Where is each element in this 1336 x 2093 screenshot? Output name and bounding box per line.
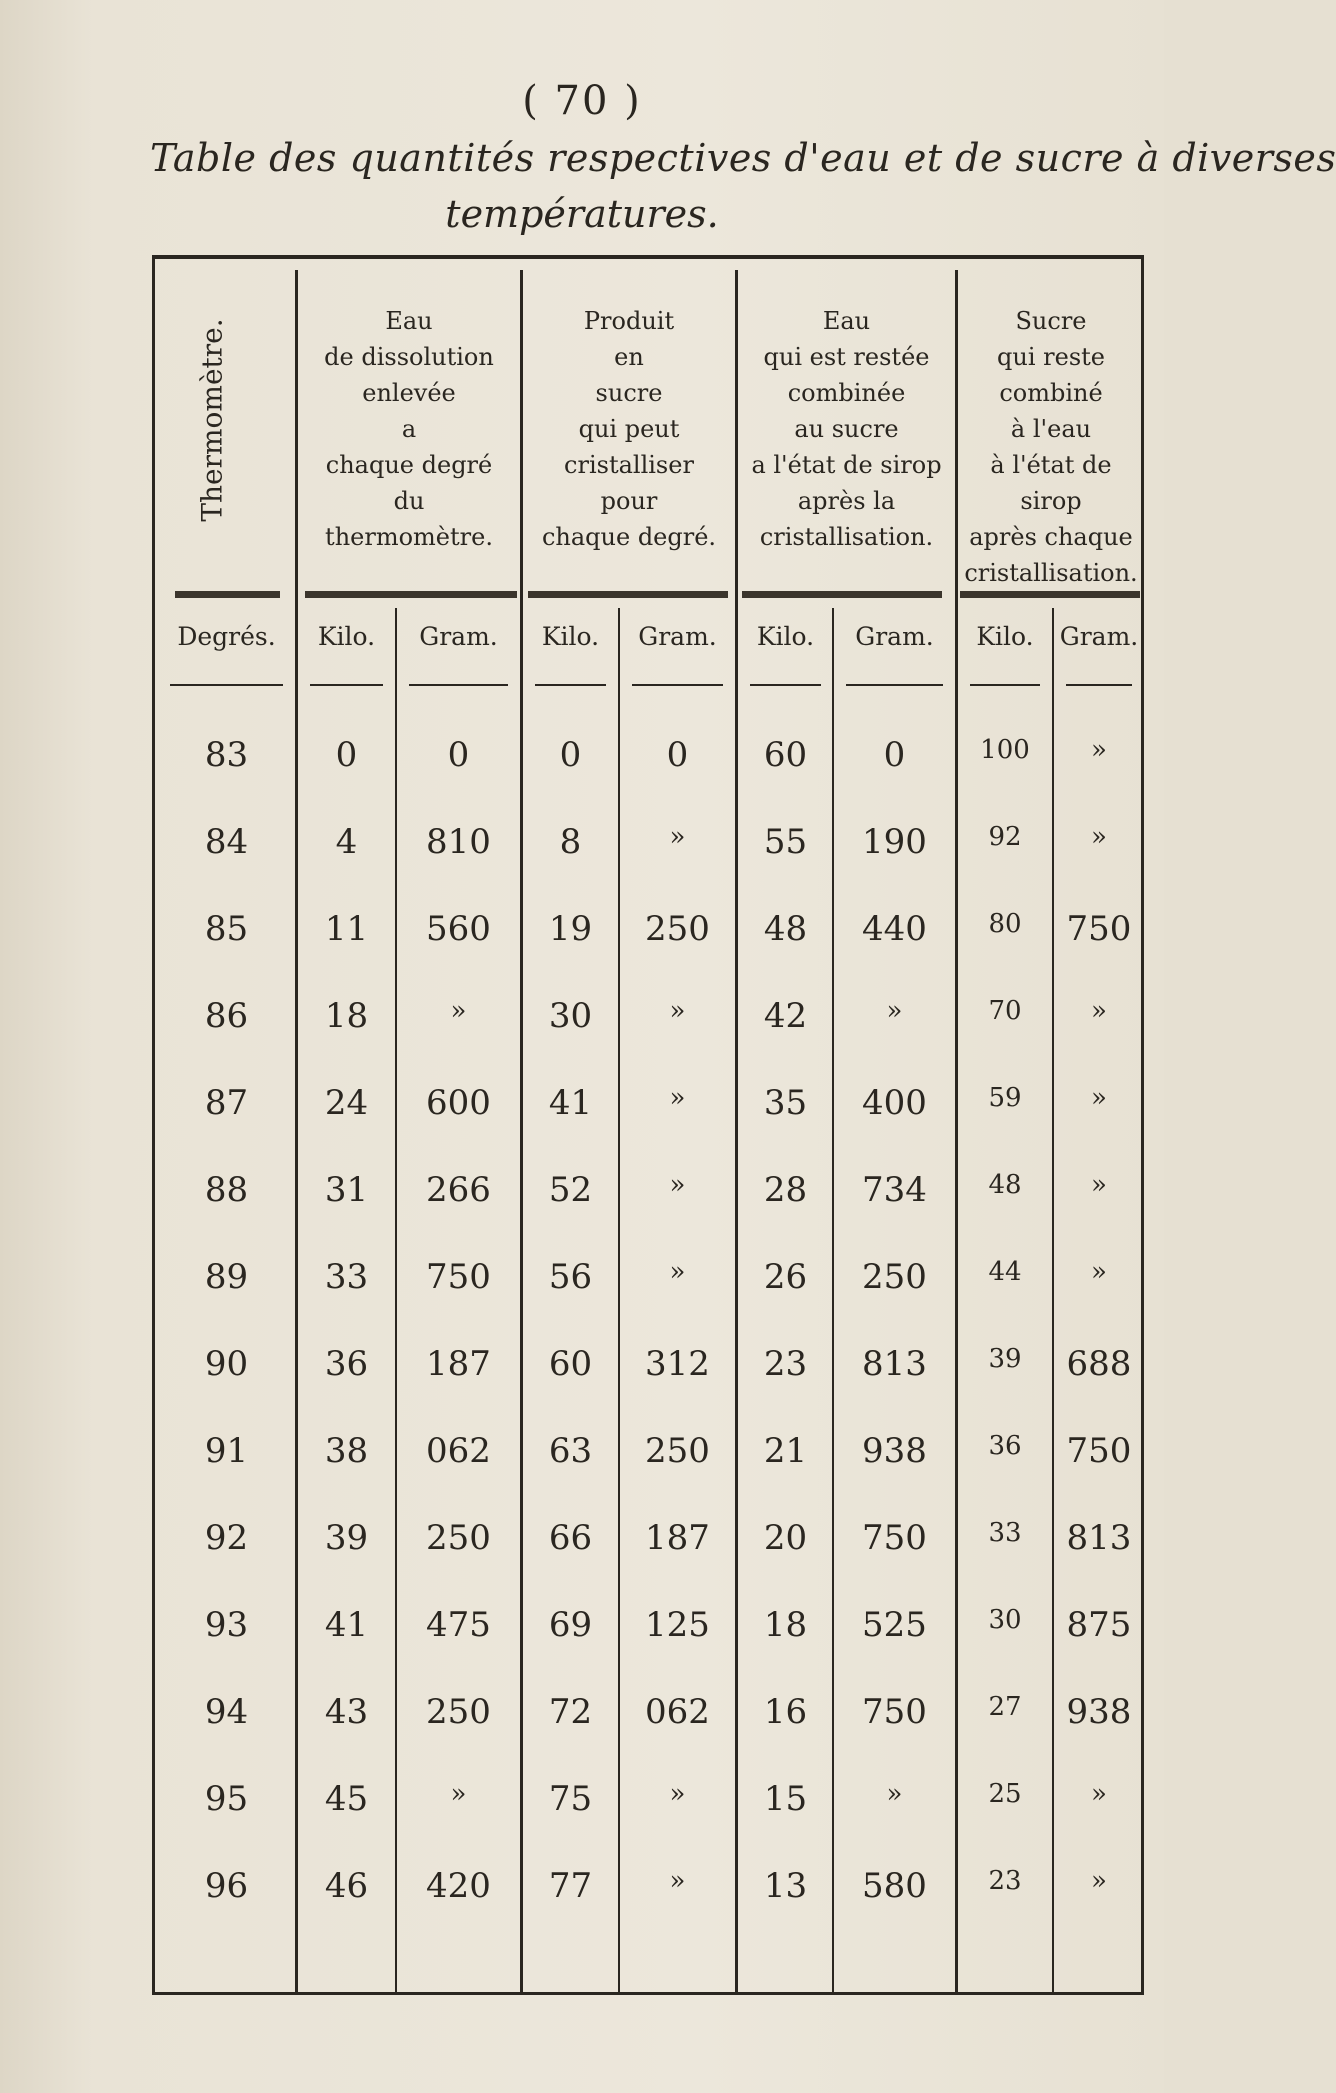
header-line: à l'eau — [1010, 415, 1092, 443]
table-cell: 187 — [426, 1344, 491, 1384]
table-cell: 312 — [645, 1344, 710, 1384]
subheader-underline — [535, 684, 606, 686]
table-cell: 70 — [988, 996, 1022, 1026]
table-cell: 0 — [559, 735, 582, 775]
header-line: combiné — [999, 379, 1103, 407]
table-cell: 36 — [988, 1431, 1022, 1461]
table-cell: 750 — [426, 1257, 491, 1297]
header-line: cristalliser — [564, 451, 694, 479]
table-cell: 46 — [324, 1866, 369, 1906]
table-cell: 72 — [548, 1692, 593, 1732]
header-line: thermomètre. — [325, 523, 493, 551]
header-line: au sucre — [794, 415, 899, 443]
table-cell: 15 — [763, 1779, 808, 1819]
header-line: a — [401, 415, 417, 443]
table-cell: 13 — [763, 1866, 808, 1906]
table-cell: 94 — [204, 1692, 249, 1732]
table-cell: 420 — [426, 1866, 491, 1906]
table-cell: 11 — [324, 909, 369, 949]
table-cell: 266 — [426, 1170, 491, 1210]
header-line: Produit — [583, 307, 675, 335]
table-cell: 23 — [763, 1344, 808, 1384]
table-cell: » — [450, 1779, 467, 1809]
header-line: pour — [600, 487, 658, 515]
table-cell: 810 — [426, 822, 491, 862]
table-cell: 250 — [426, 1518, 491, 1558]
table-cell: 4 — [335, 822, 358, 862]
table-cell: 80 — [988, 909, 1022, 939]
header-line: à l'état de sirop — [990, 451, 1112, 515]
header-line: qui reste — [997, 343, 1105, 371]
table-cell: 55 — [763, 822, 808, 862]
table-cell: 100 — [980, 735, 1030, 765]
table-cell: 19 — [548, 909, 593, 949]
table-cell: 21 — [763, 1431, 808, 1471]
table-cell: 93 — [204, 1605, 249, 1645]
table-cell: » — [886, 996, 903, 1026]
table-cell: » — [1091, 1866, 1107, 1896]
table-cell: 938 — [1066, 1692, 1132, 1732]
table-cell: 400 — [862, 1083, 927, 1123]
table-cell: 88 — [204, 1170, 249, 1210]
table-cell: 69 — [548, 1605, 593, 1645]
subheader: Degrés. — [177, 622, 276, 651]
subheader-underline — [750, 684, 821, 686]
table-cell: 25 — [988, 1779, 1022, 1809]
table-cell: 60 — [548, 1344, 593, 1384]
column-header-col3 — [738, 303, 955, 555]
header-line: enlevée — [362, 379, 456, 407]
table-cell: » — [1091, 1257, 1107, 1287]
table-cell: 813 — [862, 1344, 927, 1384]
table-cell: 66 — [548, 1518, 593, 1558]
table-cell: » — [1091, 996, 1107, 1026]
table-cell: 0 — [447, 735, 470, 775]
column-header-col4 — [958, 303, 1144, 591]
table-cell: 89 — [204, 1257, 249, 1297]
table-cell: 28 — [763, 1170, 808, 1210]
table-cell: 96 — [204, 1866, 249, 1906]
table-cell: 18 — [763, 1605, 808, 1645]
header-line: combinée — [787, 379, 906, 407]
table-cell: 41 — [324, 1605, 369, 1645]
header-line: cristallisation. — [759, 523, 934, 551]
table-cell: 938 — [862, 1431, 927, 1471]
table-cell: » — [669, 1779, 686, 1809]
header-rule — [305, 591, 517, 598]
table-cell: 52 — [548, 1170, 593, 1210]
table-cell: 39 — [988, 1344, 1022, 1374]
table-cell: 190 — [862, 822, 927, 862]
table-cell: 688 — [1066, 1344, 1132, 1384]
table-cell: 560 — [426, 909, 491, 949]
table-cell: 20 — [763, 1518, 808, 1558]
header-line: Eau — [822, 307, 871, 335]
subheader-underline — [970, 684, 1040, 686]
table-cell: 92 — [988, 822, 1022, 852]
column-header-col2 — [523, 303, 735, 555]
table-cell: 90 — [204, 1344, 249, 1384]
subheader: Gram. — [419, 622, 498, 651]
table-cell: 475 — [426, 1605, 491, 1645]
subheader: Kilo. — [541, 622, 600, 651]
table-cell: 27 — [988, 1692, 1022, 1722]
table-cell: 86 — [204, 996, 249, 1036]
table-cell: » — [669, 996, 686, 1026]
table-cell: 45 — [324, 1779, 369, 1819]
table-cell: 26 — [763, 1257, 808, 1297]
table-cell: 750 — [862, 1692, 927, 1732]
table-cell: 42 — [763, 996, 808, 1036]
header-line: Sucre — [1015, 307, 1087, 335]
table-cell: 84 — [204, 822, 249, 862]
subheader-underline — [409, 684, 508, 686]
table-cell: » — [450, 996, 467, 1026]
table-cell: 59 — [988, 1083, 1022, 1113]
subheader-underline — [632, 684, 723, 686]
table-cell: 60 — [763, 735, 808, 775]
table-cell: » — [669, 1866, 686, 1896]
subheader-underline — [846, 684, 943, 686]
table-cell: 0 — [335, 735, 358, 775]
table-cell: 23 — [988, 1866, 1022, 1896]
subheader: Gram. — [855, 622, 934, 651]
header-line: Eau — [385, 307, 433, 335]
table-cell: 56 — [548, 1257, 593, 1297]
header-rule — [528, 591, 728, 598]
table-cell: 0 — [666, 735, 689, 775]
table-cell: 30 — [548, 996, 593, 1036]
table-cell: 63 — [548, 1431, 593, 1471]
table-cell: 8 — [559, 822, 582, 862]
table-cell: » — [1091, 1170, 1107, 1200]
table-cell: 35 — [763, 1083, 808, 1123]
table-cell: » — [886, 1779, 903, 1809]
table-cell: 125 — [645, 1605, 710, 1645]
header-line: a l'état de sirop — [751, 451, 942, 479]
table-cell: 062 — [426, 1431, 491, 1471]
table-cell: 750 — [1066, 909, 1132, 949]
table-cell: » — [669, 1083, 686, 1113]
subheader: Kilo. — [317, 622, 376, 651]
subheader: Kilo. — [976, 622, 1034, 651]
table-cell: 43 — [324, 1692, 369, 1732]
table-cell: 0 — [883, 735, 906, 775]
table-cell: » — [1091, 1779, 1107, 1809]
header-line: après la — [797, 487, 896, 515]
table-cell: » — [1091, 822, 1107, 852]
header-line: chaque degré — [325, 451, 493, 479]
table-cell: 77 — [548, 1866, 593, 1906]
table-cell: 41 — [548, 1083, 593, 1123]
table-cell: 48 — [763, 909, 808, 949]
table-cell: 250 — [645, 909, 710, 949]
table-cell: 250 — [426, 1692, 491, 1732]
thermometre-header: Thermomètre. — [195, 318, 229, 522]
header-line: après chaque — [969, 523, 1133, 551]
header-line: qui est restée — [763, 343, 930, 371]
table-cell: 31 — [324, 1170, 369, 1210]
table-title: Table des quantités respectives d'eau et de sucre à diverses — [150, 136, 1336, 180]
header-line: chaque degré. — [541, 523, 717, 551]
table-cell: 95 — [204, 1779, 249, 1819]
table-cell: 92 — [204, 1518, 249, 1558]
column-header-col1 — [298, 303, 520, 555]
table-cell: 600 — [426, 1083, 491, 1123]
table-cell: 24 — [324, 1083, 369, 1123]
table-cell: 062 — [645, 1692, 710, 1732]
subheader-underline — [310, 684, 383, 686]
table-cell: 48 — [988, 1170, 1022, 1200]
table-cell: 36 — [324, 1344, 369, 1384]
header-rule — [175, 591, 280, 598]
table-cell: 44 — [988, 1257, 1022, 1287]
subheader: Kilo. — [756, 622, 815, 651]
table-cell: 87 — [204, 1083, 249, 1123]
header-line: en — [614, 343, 644, 371]
table-cell: 30 — [988, 1605, 1022, 1635]
table-cell: 85 — [204, 909, 249, 949]
table-cell: 875 — [1066, 1605, 1132, 1645]
table-cell: 91 — [204, 1431, 249, 1471]
table-cell: 440 — [862, 909, 927, 949]
table-cell: 33 — [988, 1518, 1022, 1548]
table-cell: » — [1091, 1083, 1107, 1113]
table-cell: 33 — [324, 1257, 369, 1297]
table-cell: » — [669, 1257, 686, 1287]
table-cell: 18 — [324, 996, 369, 1036]
table-cell: 813 — [1066, 1518, 1132, 1558]
table-cell: 39 — [324, 1518, 369, 1558]
table-cell: 83 — [204, 735, 249, 775]
subheader: Gram. — [1059, 622, 1139, 651]
table-cell: 187 — [645, 1518, 710, 1558]
table-cell: 580 — [862, 1866, 927, 1906]
table-subtitle: températures. — [445, 192, 719, 236]
subheader-underline — [1066, 684, 1132, 686]
header-rule — [742, 591, 942, 598]
table-cell: 38 — [324, 1431, 369, 1471]
table-cell: 525 — [862, 1605, 927, 1645]
header-line: du — [393, 487, 425, 515]
table-cell: 250 — [645, 1431, 710, 1471]
table-cell: » — [669, 1170, 686, 1200]
table-cell: 16 — [763, 1692, 808, 1732]
header-rule — [960, 591, 1140, 598]
header-line: de dissolution — [324, 343, 494, 371]
table-cell: 75 — [548, 1779, 593, 1819]
table-cell: » — [1091, 735, 1107, 765]
table-cell: 750 — [1066, 1431, 1132, 1471]
subheader: Gram. — [638, 622, 717, 651]
header-line: cristallisation. — [964, 559, 1138, 587]
table-cell: 750 — [862, 1518, 927, 1558]
table-cell: 250 — [862, 1257, 927, 1297]
table-cell: » — [669, 822, 686, 852]
page-number: ( 70 ) — [522, 78, 642, 124]
header-line: qui peut — [578, 415, 680, 443]
table-cell: 734 — [862, 1170, 927, 1210]
header-line: sucre — [595, 379, 663, 407]
subheader-underline — [170, 684, 283, 686]
